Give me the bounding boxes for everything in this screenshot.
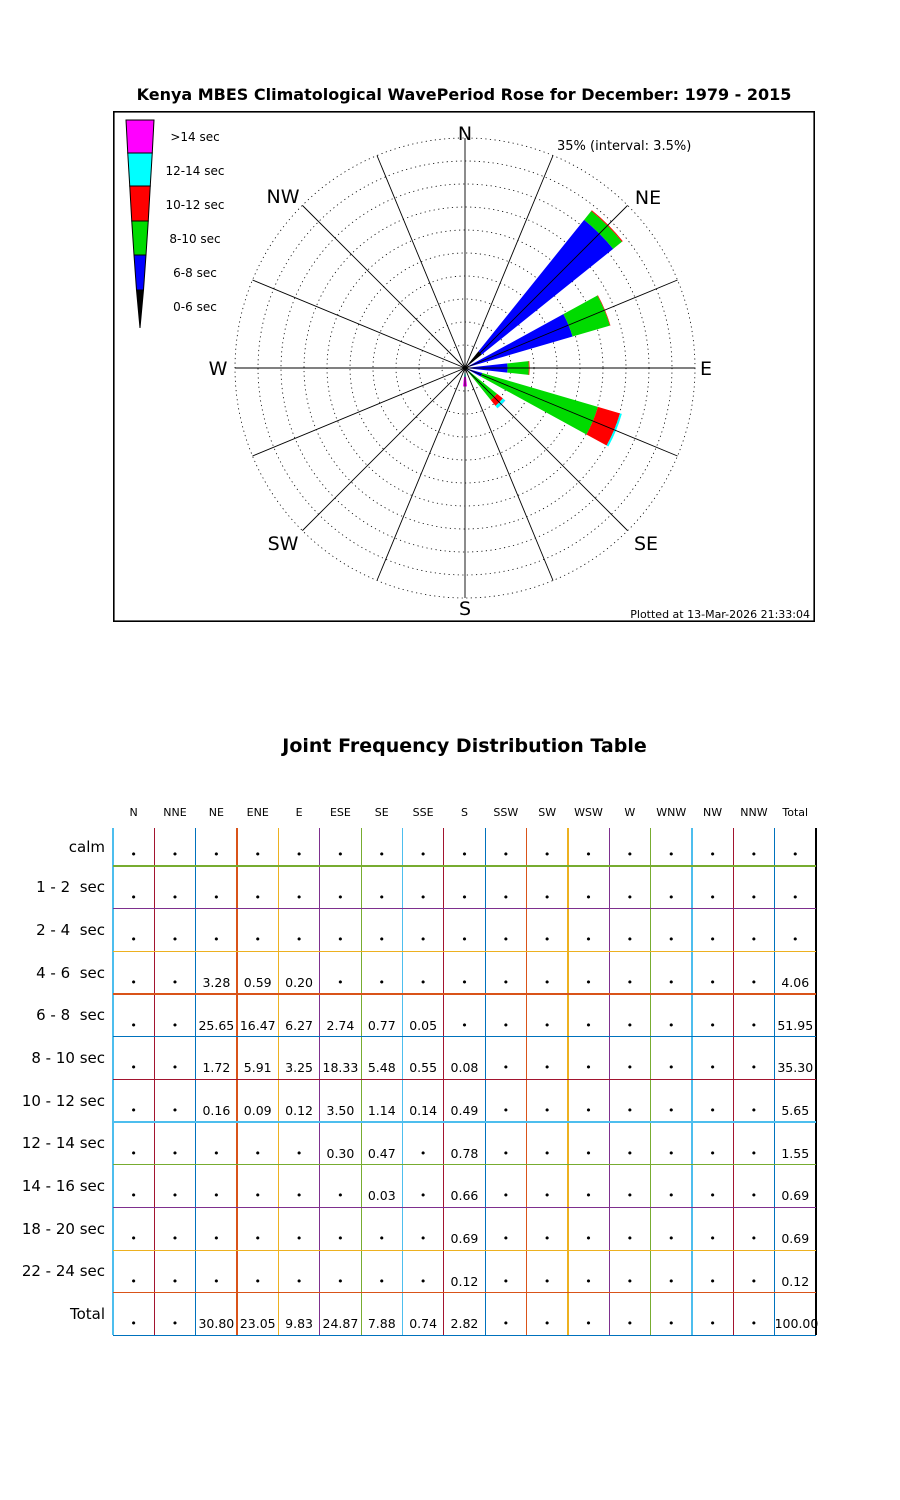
table-cell-value: 1.14 — [367, 1103, 396, 1119]
table-cell-empty: • — [626, 848, 634, 861]
table-cell-value: 4.06 — [781, 975, 810, 991]
table-cell-empty: • — [254, 933, 261, 947]
column-header-se: SE — [374, 806, 389, 819]
table-cell-empty: • — [667, 1104, 675, 1118]
table-cell-empty: • — [543, 848, 551, 861]
column-header-ene: ENE — [246, 806, 269, 819]
table-cell-empty: • — [171, 1146, 179, 1160]
table-cell-empty: • — [750, 1061, 758, 1075]
table-cell-empty: • — [750, 976, 758, 990]
table-cell-value: 24.87 — [322, 1316, 359, 1332]
legend-label: 8-10 sec — [169, 232, 221, 246]
table-cell-empty: • — [626, 1018, 634, 1032]
table-cell-value: 30.80 — [198, 1316, 235, 1332]
table-cell-empty: • — [750, 933, 758, 947]
compass-label-s: S — [458, 598, 472, 620]
table-cell-empty: • — [667, 1232, 675, 1246]
table-cell-empty: • — [709, 848, 716, 861]
table-cell-value: 0.66 — [450, 1188, 479, 1204]
table-cell-empty: • — [461, 1018, 468, 1032]
table-cell-empty: • — [130, 890, 137, 904]
compass-label-nw: NW — [266, 186, 300, 208]
table-cell-empty: • — [171, 890, 179, 904]
table-cell-empty: • — [667, 890, 675, 904]
table-cell-empty: • — [337, 976, 344, 990]
scale-label: 35% (interval: 3.5%) — [557, 139, 692, 154]
table-cell-empty: • — [709, 1189, 716, 1203]
table-cell-value: 23.05 — [239, 1316, 276, 1332]
table-cell-empty: • — [502, 976, 510, 990]
table-cell-empty: • — [502, 1232, 510, 1246]
grid-hline — [113, 1079, 816, 1080]
table-cell-empty: • — [750, 1274, 758, 1288]
table-cell-empty: • — [254, 1274, 261, 1288]
table-cell-value: 0.16 — [202, 1103, 231, 1119]
table-title: Joint Frequency Distribution Table — [282, 735, 647, 757]
row-label: 22 - 24 sec — [21, 1262, 105, 1281]
column-header-nnw: NNW — [740, 806, 768, 819]
table-cell-value: 0.12 — [781, 1273, 810, 1289]
compass-label-ne: NE — [634, 187, 662, 209]
table-cell-empty: • — [419, 1274, 427, 1288]
table-cell-empty: • — [171, 848, 179, 861]
table-cell-value: 0.12 — [450, 1273, 479, 1289]
legend-label: >14 sec — [170, 130, 220, 144]
compass-label-n: N — [457, 123, 473, 145]
table-cell-empty: • — [295, 1232, 303, 1246]
table-cell-value: 5.91 — [243, 1060, 272, 1076]
table-cell-value: 3.25 — [285, 1060, 313, 1076]
table-cell-empty: • — [295, 1274, 303, 1288]
plotted-at-label: Plotted at 13-Mar-2026 21:33:04 — [630, 608, 810, 621]
table-cell-empty: • — [419, 848, 427, 861]
table-cell-value: 35.30 — [777, 1060, 814, 1076]
column-header-wnw: WNW — [656, 806, 687, 819]
table-cell-empty: • — [543, 1018, 551, 1032]
table-cell-empty: • — [378, 1274, 386, 1288]
table-cell-value: 0.69 — [450, 1231, 479, 1247]
table-cell-empty: • — [254, 1146, 261, 1160]
table-cell-empty: • — [171, 1061, 179, 1075]
table-cell-empty: • — [585, 1189, 592, 1203]
table-cell-empty: • — [709, 1317, 716, 1331]
table-cell-value: 51.95 — [777, 1017, 814, 1033]
table-cell-value: 25.65 — [198, 1017, 235, 1033]
table-cell-empty: • — [419, 1232, 427, 1246]
table-cell-empty: • — [130, 933, 137, 947]
table-cell-empty: • — [585, 1317, 592, 1331]
table-cell-value: 0.49 — [450, 1103, 479, 1119]
table-cell-empty: • — [543, 1146, 551, 1160]
table-cell-empty: • — [171, 933, 179, 947]
table-cell-empty: • — [213, 1232, 220, 1246]
table-cell-empty: • — [171, 1104, 179, 1118]
table-cell-empty: • — [378, 890, 386, 904]
table-cell-value: 0.03 — [367, 1188, 396, 1204]
chart-title: Kenya MBES Climatological WavePeriod Rose for December: 1979 - 2015 — [136, 85, 792, 104]
table-cell-empty: • — [213, 890, 220, 904]
table-cell-empty: • — [543, 1232, 551, 1246]
table-cell-empty: • — [337, 890, 344, 904]
table-cell-empty: • — [337, 1274, 344, 1288]
table-cell-empty: • — [626, 1146, 634, 1160]
table-cell-empty: • — [502, 933, 510, 947]
table-cell-value: 18.33 — [322, 1060, 359, 1076]
table-cell-empty: • — [585, 1061, 592, 1075]
table-cell-empty: • — [626, 890, 634, 904]
table-cell-empty: • — [254, 1189, 261, 1203]
table-cell-empty: • — [626, 1317, 634, 1331]
table-cell-empty: • — [378, 1232, 386, 1246]
table-cell-empty: • — [130, 976, 137, 990]
table-cell-empty: • — [295, 848, 303, 861]
grid-hline — [113, 993, 816, 994]
table-cell-empty: • — [130, 1274, 137, 1288]
row-label: 6 - 8 sec — [36, 1006, 105, 1025]
row-label: 4 - 6 sec — [36, 963, 105, 982]
table-cell-value: 0.47 — [367, 1145, 396, 1161]
table-cell-empty: • — [750, 1146, 758, 1160]
grid-hline — [113, 951, 816, 952]
grid-hline — [113, 1036, 816, 1037]
table-cell-empty: • — [667, 976, 675, 990]
row-label: 8 - 10 sec — [31, 1049, 105, 1068]
table-cell-empty: • — [667, 1061, 675, 1075]
column-header-nw: NW — [703, 806, 723, 819]
table-cell-empty: • — [585, 1146, 592, 1160]
table-cell-empty: • — [709, 976, 716, 990]
table-cell-value: 0.78 — [450, 1145, 479, 1161]
table-cell-empty: • — [667, 848, 675, 861]
table-cell-empty: • — [502, 1146, 510, 1160]
column-header-wsw: WSW — [574, 806, 603, 819]
table-cell-empty: • — [585, 976, 592, 990]
table-cell-empty: • — [543, 1317, 551, 1331]
table-cell-empty: • — [750, 1104, 758, 1118]
table-cell-value: 2.74 — [326, 1017, 355, 1033]
table-cell-value: 0.20 — [285, 975, 313, 991]
column-header-e: E — [295, 806, 303, 819]
table-cell-empty: • — [461, 933, 468, 947]
table-cell-empty: • — [502, 1317, 510, 1331]
table-cell-value: 100.00 — [774, 1316, 819, 1332]
column-header-ne: NE — [208, 806, 224, 819]
table-cell-empty: • — [543, 976, 551, 990]
table-cell-empty: • — [750, 890, 758, 904]
table-cell-value: 0.69 — [781, 1231, 810, 1247]
table-cell-empty: • — [378, 848, 386, 861]
grid-hline — [113, 1121, 816, 1122]
table-cell-empty: • — [667, 933, 675, 947]
table-cell-empty: • — [585, 1274, 592, 1288]
table-cell-empty: • — [750, 1317, 758, 1331]
table-cell-empty: • — [709, 1232, 716, 1246]
table-cell-empty: • — [585, 1104, 592, 1118]
table-cell-empty: • — [254, 890, 261, 904]
table-cell-empty: • — [709, 933, 716, 947]
table-cell-empty: • — [213, 1189, 220, 1203]
table-cell-value: 6.27 — [285, 1017, 313, 1033]
table-cell-value: 3.50 — [326, 1103, 355, 1119]
table-cell-empty: • — [337, 1232, 344, 1246]
table-cell-empty: • — [626, 1061, 634, 1075]
table-cell-empty: • — [130, 848, 137, 861]
table-cell-empty: • — [626, 1274, 634, 1288]
table-cell-empty: • — [337, 1189, 344, 1203]
table-cell-empty: • — [585, 1018, 592, 1032]
table-cell-empty: • — [709, 890, 716, 904]
table-cell-empty: • — [171, 1232, 179, 1246]
table-cell-empty: • — [461, 976, 468, 990]
table-cell-empty: • — [502, 848, 510, 861]
table-cell-value: 7.88 — [367, 1316, 396, 1332]
legend-label: 10-12 sec — [165, 198, 225, 212]
row-label: 14 - 16 sec — [21, 1177, 105, 1196]
row-label: 2 - 4 sec — [36, 921, 105, 940]
table-cell-empty: • — [709, 1104, 716, 1118]
table-cell-empty: • — [171, 1317, 179, 1331]
table-cell-value: 5.65 — [781, 1103, 810, 1119]
table-cell-empty: • — [709, 1274, 716, 1288]
table-cell-empty: • — [543, 1104, 551, 1118]
table-cell-empty: • — [171, 1018, 179, 1032]
table-cell-empty: • — [213, 1274, 220, 1288]
table-cell-empty: • — [626, 976, 634, 990]
table-cell-value: 0.59 — [243, 975, 272, 991]
column-header-w: W — [624, 806, 636, 819]
table-cell-empty: • — [461, 848, 468, 861]
table-cell-empty: • — [667, 1189, 675, 1203]
column-header-ese: ESE — [329, 806, 351, 819]
table-cell-empty: • — [378, 976, 386, 990]
row-label: calm — [68, 838, 105, 856]
table-cell-empty: • — [585, 1232, 592, 1246]
table-cell-empty: • — [667, 1317, 675, 1331]
grid-hline — [113, 1335, 816, 1336]
column-header-sw: SW — [538, 806, 557, 819]
table-cell-empty: • — [750, 1018, 758, 1032]
table-cell-empty: • — [626, 1104, 634, 1118]
table-cell-value: 5.48 — [367, 1060, 396, 1076]
table-cell-empty: • — [667, 1018, 675, 1032]
compass-label-se: SE — [633, 533, 659, 555]
compass-label-sw: SW — [267, 533, 299, 555]
table-cell-empty: • — [213, 933, 220, 947]
table-cell-empty: • — [461, 890, 468, 904]
grid-hline — [113, 908, 816, 909]
table-cell-empty: • — [337, 933, 344, 947]
table-cell-empty: • — [502, 1018, 510, 1032]
table-cell-empty: • — [295, 933, 303, 947]
table-cell-empty: • — [667, 1274, 675, 1288]
row-label: Total — [69, 1305, 105, 1324]
table-cell-empty: • — [792, 848, 799, 861]
table-cell-empty: • — [792, 933, 799, 947]
row-label: 12 - 14 sec — [21, 1134, 105, 1153]
table-cell-empty: • — [295, 1189, 303, 1203]
table-cell-value: 0.30 — [326, 1145, 355, 1161]
table-cell-empty: • — [585, 890, 592, 904]
table-cell-empty: • — [130, 1104, 137, 1118]
row-label: 1 - 2 sec — [36, 878, 105, 897]
table-cell-value: 16.47 — [239, 1017, 276, 1033]
table-cell-empty: • — [337, 848, 344, 861]
table-cell-empty: • — [750, 1232, 758, 1246]
table-cell-empty: • — [709, 1146, 716, 1160]
column-header-s: S — [460, 806, 468, 819]
table-cell-empty: • — [543, 1061, 551, 1075]
table-cell-value: 0.77 — [367, 1017, 396, 1033]
table-cell-empty: • — [585, 848, 592, 861]
column-header-n: N — [129, 806, 138, 819]
table-cell-value: 9.83 — [285, 1316, 313, 1332]
table-cell-empty: • — [626, 933, 634, 947]
compass-label-w: W — [208, 358, 228, 380]
column-header-total: Total — [782, 806, 809, 819]
legend-label: 6-8 sec — [173, 266, 217, 280]
table-cell-empty: • — [171, 1274, 179, 1288]
table-cell-empty: • — [378, 933, 386, 947]
table-cell-empty: • — [130, 1189, 137, 1203]
table-cell-empty: • — [419, 933, 427, 947]
table-cell-empty: • — [295, 890, 303, 904]
row-label: 18 - 20 sec — [21, 1219, 105, 1238]
table-cell-empty: • — [585, 933, 592, 947]
table-cell-empty: • — [543, 890, 551, 904]
grid-hline — [113, 1250, 816, 1251]
table-cell-empty: • — [254, 848, 261, 861]
table-cell-value: 1.72 — [202, 1060, 231, 1076]
table-cell-value: 3.28 — [202, 975, 231, 991]
table-cell-empty: • — [254, 1232, 261, 1246]
row-label: 10 - 12 sec — [21, 1091, 105, 1110]
table-cell-empty: • — [130, 1018, 137, 1032]
table-cell-value: 0.05 — [409, 1017, 438, 1033]
table-cell-empty: • — [667, 1146, 675, 1160]
table-cell-empty: • — [502, 1274, 510, 1288]
table-cell-empty: • — [750, 848, 758, 861]
legend-label: 0-6 sec — [173, 300, 217, 314]
table-cell-empty: • — [171, 976, 179, 990]
table-cell-empty: • — [295, 1146, 303, 1160]
table-cell-empty: • — [213, 848, 220, 861]
table-cell-empty: • — [502, 1104, 510, 1118]
table-cell-empty: • — [709, 1018, 716, 1032]
table-cell-value: 0.69 — [781, 1188, 810, 1204]
table-cell-empty: • — [709, 1061, 716, 1075]
grid-hline — [113, 1164, 816, 1165]
table-cell-empty: • — [502, 890, 510, 904]
table-cell-value: 0.08 — [450, 1060, 479, 1076]
grid-hline — [113, 1292, 816, 1293]
column-header-nne: NNE — [163, 806, 187, 819]
table-cell-empty: • — [419, 1189, 427, 1203]
table-cell-empty: • — [419, 976, 427, 990]
table-cell-empty: • — [543, 933, 551, 947]
table-cell-empty: • — [543, 1274, 551, 1288]
table-cell-empty: • — [130, 1061, 137, 1075]
table-cell-empty: • — [419, 1146, 427, 1160]
table-cell-value: 2.82 — [450, 1316, 479, 1332]
table-cell-empty: • — [792, 890, 799, 904]
column-header-sse: SSE — [412, 806, 434, 819]
legend-label: 12-14 sec — [165, 164, 225, 178]
table-cell-empty: • — [171, 1189, 179, 1203]
grid-hline — [113, 865, 816, 866]
column-header-ssw: SSW — [493, 806, 519, 819]
table-cell-empty: • — [626, 1189, 634, 1203]
table-cell-empty: • — [130, 1146, 137, 1160]
table-cell-empty: • — [502, 1189, 510, 1203]
compass-label-e: E — [699, 358, 713, 380]
table-cell-empty: • — [130, 1232, 137, 1246]
table-cell-empty: • — [130, 1317, 137, 1331]
table-cell-empty: • — [419, 890, 427, 904]
table-cell-value: 0.74 — [409, 1316, 438, 1332]
table-cell-empty: • — [213, 1146, 220, 1160]
table-cell-value: 0.55 — [409, 1060, 438, 1076]
table-cell-empty: • — [502, 1061, 510, 1075]
table-cell-empty: • — [626, 1232, 634, 1246]
table-cell-value: 1.55 — [781, 1145, 810, 1161]
table-cell-value: 0.12 — [285, 1103, 313, 1119]
table-cell-value: 0.09 — [243, 1103, 272, 1119]
grid-hline — [113, 1207, 816, 1208]
table-cell-empty: • — [750, 1189, 758, 1203]
table-cell-value: 0.14 — [409, 1103, 438, 1119]
table-cell-empty: • — [543, 1189, 551, 1203]
